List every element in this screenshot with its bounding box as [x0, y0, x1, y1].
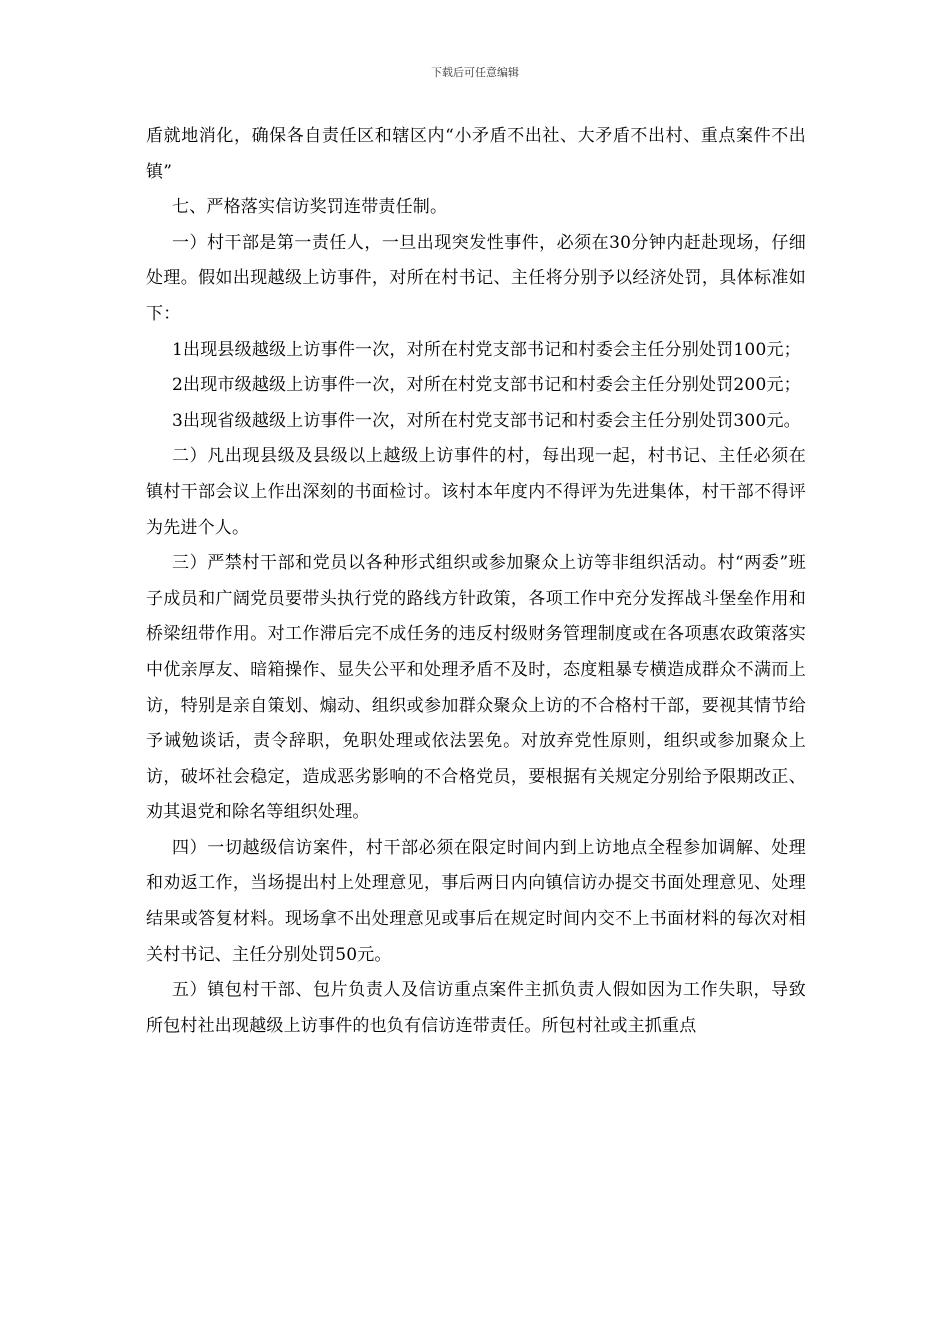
paragraph-item-5: 五）镇包村干部、包片负责人及信访重点案件主抓负责人假如因为工作失职，导致所包村社出现越级上访事件的也负有信访连带责任。所包村社或主抓重点 — [146, 980, 806, 1036]
penalty-province-level: 3出现省级越级上访事件一次，对所在村党支部书记和村委会主任分别处罚300元。 — [172, 410, 801, 431]
penalty-city-level: 2出现市级越级上访事件一次，对所在村党支部书记和村委会主任分别处罚200元； — [172, 375, 801, 396]
paragraph-item-3: 三）严禁村干部和党员以各种形式组织或参加聚众上访等非组织活动。村“两委”班子成员和广阔党员要带头执行党的路线方针政策，各项工作中充分发挥战斗堡垒作用和桥梁纽带作用。对工作滞后完不成任务的违反村级财务管理制度或在各项惠农政策落实中优亲厚友、暗箱操作、显失公平和处理矛盾不及时，态度粗暴专横造成群众不满而上访，特别是亲自策划、煽动、组织或参加群众聚众上访的不合格村干部，要视其情节给予诫勉谈话，责令辞职，免职处理或依法罢免。对放弃党性原则，组织或参加聚众上访，破坏社会稳定，造成恶劣影响的不合格党员，要根据有关规定分别给予限期改正、劝其退党和除名等组织处理。 — [146, 553, 806, 823]
section-heading-7: 七、严格落实信访奖罚连带责任制。 — [172, 197, 448, 218]
document-body — [146, 119, 806, 1044]
paragraph-continuation: 盾就地消化，确保各自责任区和辖区内“小矛盾不出社、大矛盾不出村、重点案件不出镇” — [146, 126, 806, 182]
page-header-note: 下载后可任意编辑 — [431, 66, 519, 79]
paragraph-item-1: 一）村干部是第一责任人，一旦出现突发性事件，必须在30分钟内赶赴现场，仔细处理。假如出现越级上访事件，对所在村书记、主任将分别予以经济处罚，具体标准如下： — [146, 232, 806, 324]
paragraph-item-4: 四）一切越级信访案件，村干部必须在限定时间内到上访地点全程参加调解、处理和劝返工作，当场提出村上处理意见，事后两日内向镇信访办提交书面处理意见、处理结果或答复材料。现场拿不出处理意见或事后在规定时间内交不上书面材料的每次对相关村书记、主任分别处罚50元。 — [146, 837, 806, 965]
penalty-county-level: 1出现县级越级上访事件一次，对所在村党支部书记和村委会主任分别处罚100元； — [172, 339, 801, 360]
paragraph-item-2: 二）凡出现县级及县级以上越级上访事件的村，每出现一起，村书记、主任必须在镇村干部会议上作出深刻的书面检讨。该村本年度内不得评为先进集体，村干部不得评为先进个人。 — [146, 446, 806, 538]
